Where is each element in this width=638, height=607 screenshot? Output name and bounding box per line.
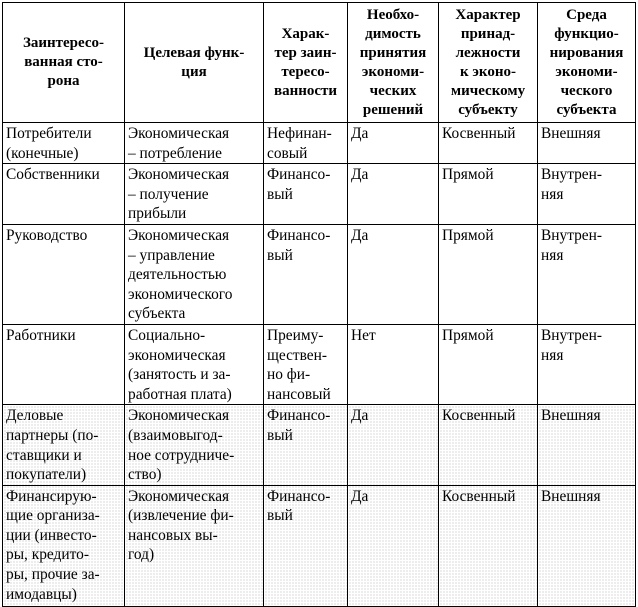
cell-decision-need: Да bbox=[348, 485, 439, 606]
cell-environment: Внешняя bbox=[538, 123, 636, 164]
header-environment: Среда функцио- нирования экономи- ческого субъекта bbox=[538, 3, 636, 123]
table-row bbox=[3, 324, 636, 404]
cell-stakeholder: Деловые партнеры (по- ставщики и покупатели) bbox=[3, 405, 125, 485]
cell-environment: Внешняя bbox=[538, 485, 636, 606]
cell-environment: Внешняя bbox=[538, 405, 636, 485]
table-body bbox=[3, 123, 636, 607]
cell-affiliation: Косвенный bbox=[439, 405, 538, 485]
cell-environment: Внутрен- няя bbox=[538, 324, 636, 404]
table-row bbox=[3, 123, 636, 164]
cell-stakeholder: Финансирую- щие организа- ции (инвесто- ры, кредито- ры, прочие за- имодавцы) bbox=[3, 485, 125, 606]
cell-affiliation: Косвенный bbox=[439, 123, 538, 164]
cell-stakeholder: Потребители (конечные) bbox=[3, 123, 125, 164]
cell-affiliation: Косвенный bbox=[439, 485, 538, 606]
cell-target-function: Экономическая (взаимовыгод- ное сотрудниче- ство) bbox=[125, 405, 264, 485]
table-row bbox=[3, 164, 636, 225]
cell-affiliation: Прямой bbox=[439, 224, 538, 324]
cell-interest-nature: Финансо- вый bbox=[264, 164, 348, 225]
cell-affiliation: Прямой bbox=[439, 324, 538, 404]
header-affiliation: Характер принад- лежности к эконо- мическому субъекту bbox=[439, 3, 538, 123]
cell-interest-nature: Нефинан- совый bbox=[264, 123, 348, 164]
cell-environment: Внутрен- няя bbox=[538, 164, 636, 225]
table-row bbox=[3, 405, 636, 485]
cell-target-function: Экономическая – получение прибыли bbox=[125, 164, 264, 225]
table-row bbox=[3, 224, 636, 324]
cell-target-function: Экономическая – потребление bbox=[125, 123, 264, 164]
cell-decision-need: Нет bbox=[348, 324, 439, 404]
cell-target-function: Экономическая – управление деятельностью экономического субъекта bbox=[125, 224, 264, 324]
cell-decision-need: Да bbox=[348, 224, 439, 324]
cell-interest-nature: Финансо- вый bbox=[264, 485, 348, 606]
cell-target-function: Социально- экономическая (занятость и за- работная плата) bbox=[125, 324, 264, 404]
header-stakeholder: Заинтересо- ванная сто- рона bbox=[3, 3, 125, 123]
stakeholder-table bbox=[2, 2, 636, 607]
table-header bbox=[3, 3, 636, 123]
cell-stakeholder: Работники bbox=[3, 324, 125, 404]
table-row bbox=[3, 485, 636, 606]
cell-decision-need: Да bbox=[348, 123, 439, 164]
cell-interest-nature: Финансо- вый bbox=[264, 224, 348, 324]
cell-stakeholder: Руководство bbox=[3, 224, 125, 324]
header-target-function: Целевая функ- ция bbox=[125, 3, 264, 123]
cell-affiliation: Прямой bbox=[439, 164, 538, 225]
header-decision-need: Необхо- димость принятия экономи- ческих решений bbox=[348, 3, 439, 123]
cell-stakeholder: Собственники bbox=[3, 164, 125, 225]
header-interest-nature: Харак- тер заин- тересо- ванности bbox=[264, 3, 348, 123]
cell-interest-nature: Преиму- ществен- но фи- нансовый bbox=[264, 324, 348, 404]
cell-environment: Внутрен- няя bbox=[538, 224, 636, 324]
header-row bbox=[3, 3, 636, 123]
cell-interest-nature: Финансо- вый bbox=[264, 405, 348, 485]
cell-decision-need: Да bbox=[348, 405, 439, 485]
cell-target-function: Экономическая (извлечение фи- нансовых вы- год) bbox=[125, 485, 264, 606]
cell-decision-need: Да bbox=[348, 164, 439, 225]
